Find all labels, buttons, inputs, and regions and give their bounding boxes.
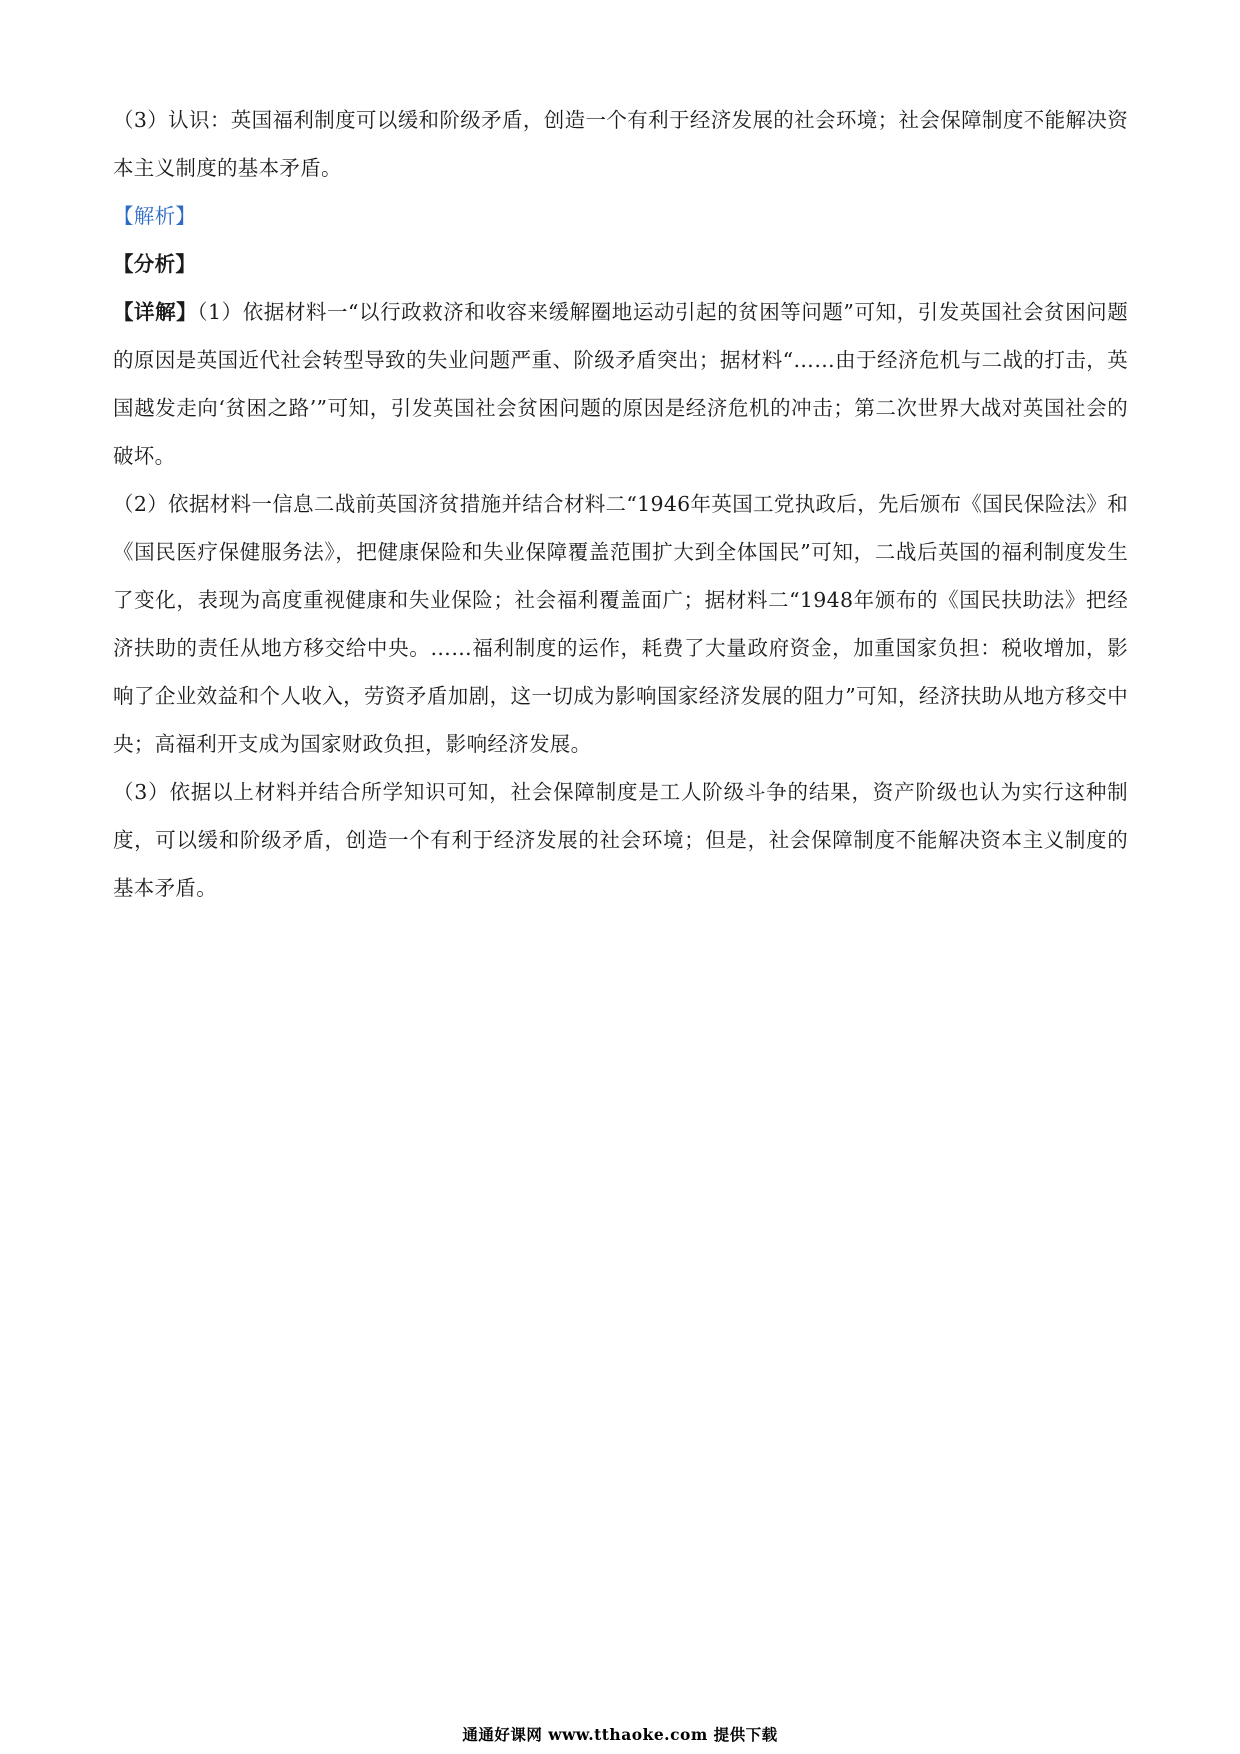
detail-label: 【详解】 <box>113 300 198 324</box>
detail-part-1 <box>113 288 1128 480</box>
document-body <box>113 96 1128 912</box>
detail-part-1-text: （1）依据材料一“以行政救济和收容来缓解圈地运动引起的贫困等问题”可知，引发英国社会贫困问题的原因是英国近代社会转型导致的失业问题严重、阶级矛盾突出；据材料“……由于经济危机与二战的打击，英国越发走向‘贫困之路’”可知，引发英国社会贫困问题的原因是经济危机的冲击；第二次世界大战对英国社会的破坏。 <box>113 300 1128 468</box>
detail-part-3: （3）依据以上材料并结合所学知识可知，社会保障制度是工人阶级斗争的结果，资产阶级也认为实行这种制度，可以缓和阶级矛盾，创造一个有利于经济发展的社会环境；但是，社会保障制度不能解决资本主义制度的基本矛盾。 <box>113 780 1128 900</box>
page-footer: 通通好课网 www.tthaoke.com 提供下载 <box>462 1725 778 1744</box>
detail-part-2: （2）依据材料一信息二战前英国济贫措施并结合材料二“1946年英国工党执政后，先后颁布《国民保险法》和《国民医疗保健服务法》，把健康保险和失业保障覆盖范围扩大到全体国民”可知，二战后英国的福利制度发生了变化，表现为高度重视健康和失业保险；社会福利覆盖面广；据材料二“1948年颁布的《国民扶助法》把经济扶助的责任从地方移交给中央。……福利制度的运作，耗费了大量政府资金，加重国家负担：税收增加，影响了企业效益和个人收入，劳资矛盾加剧，这一切成为影响国家经济发展的阻力”可知，经济扶助从地方移交中央；高福利开支成为国家财政负担，影响经济发展。 <box>113 492 1128 756</box>
fenxi-label: 【分析】 <box>113 252 197 276</box>
answer-part-3: （3）认识：英国福利制度可以缓和阶级矛盾，创造一个有利于经济发展的社会环境；社会保障制度不能解决资本主义制度的基本矛盾。 <box>113 108 1128 180</box>
analysis-label: 【解析】 <box>113 204 197 228</box>
